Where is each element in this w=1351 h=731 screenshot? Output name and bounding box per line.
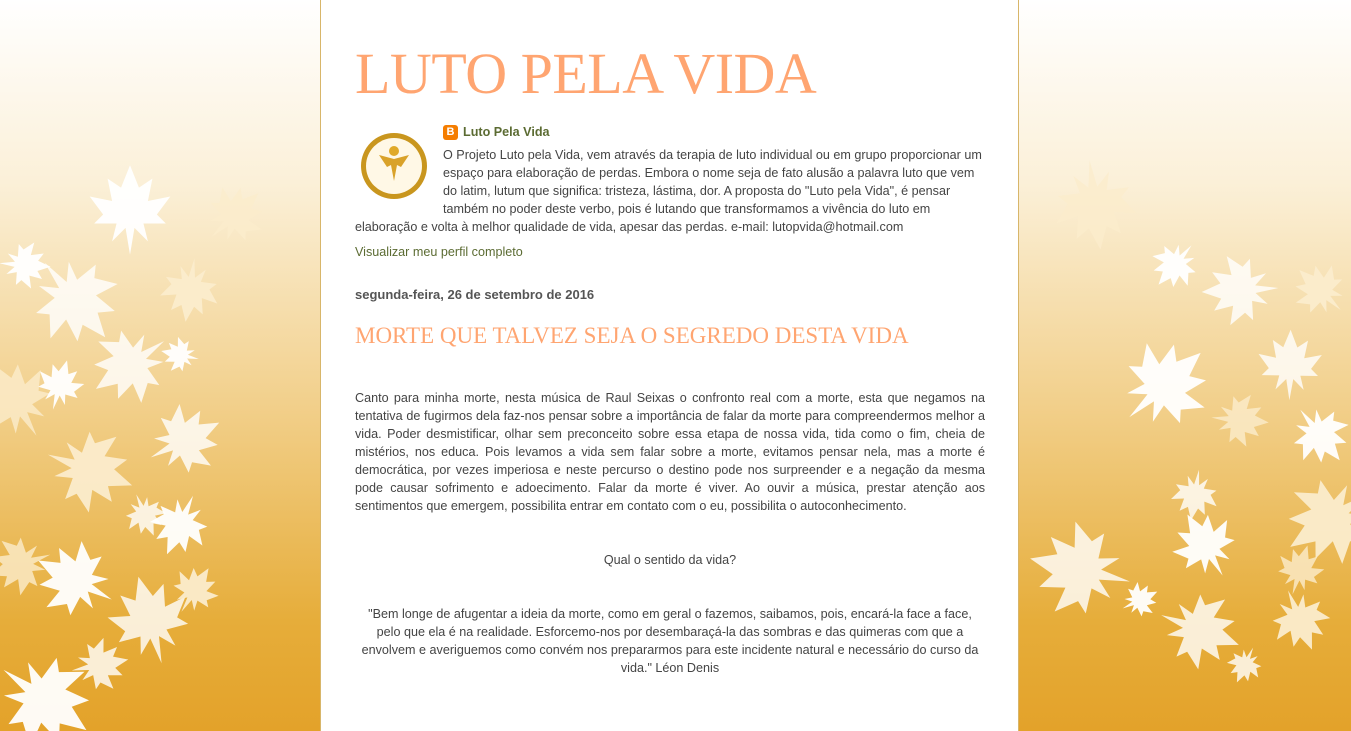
profile-description: O Projeto Luto pela Vida, vem através da terapia de luto individual ou em grupo proporcionar um espaço para elaboração de perdas. Embora o nome seja de fato alusão a palavra luto que vem do latim, lutum que significa: tristeza, lástima, dor. A proposta do "Luto pela Vida", é pensar também no poder deste verbo, pois é lutando que transformamos a vivência do luto em elaboração e volta à melhor qualidade de vida, apesar das perdas. e-mail: lutopvida@hotmail.com: [355, 148, 982, 234]
leaf-icon: [31, 354, 89, 416]
view-profile-link[interactable]: Visualizar meu perfil completo: [355, 245, 523, 259]
profile-widget: [355, 123, 985, 261]
leaf-icon: [1115, 576, 1165, 624]
leaf-icon: [135, 392, 235, 488]
leaf-icon: [157, 254, 223, 325]
leaf-icon: [1209, 392, 1271, 449]
post-body: [355, 389, 985, 677]
leaf-icon: [1141, 231, 1209, 300]
leaf-icon: [1258, 329, 1323, 400]
leaf-icon: [1200, 253, 1280, 326]
post-date: segunda-feira, 26 de setembro de 2016: [355, 287, 595, 302]
leaf-icon: [1020, 514, 1141, 627]
leaf-icon: [34, 417, 146, 523]
profile-name-link[interactable]: [443, 123, 985, 141]
leaf-icon: [192, 172, 278, 258]
leaf-icon: [1100, 321, 1229, 449]
leaf-icon: [1281, 251, 1351, 328]
leaf-icon: [1168, 466, 1222, 524]
profile-name[interactable]: Luto Pela Vida: [463, 125, 550, 139]
leaf-icon: [90, 165, 171, 255]
post-question: Qual o sentido da vida?: [603, 553, 737, 567]
leaf-icon: [1160, 499, 1250, 592]
post-title[interactable]: MORTE QUE TALVEZ SEJA O SEGREDO DESTA VIDA: [355, 323, 909, 348]
leaf-icon: [1278, 392, 1351, 478]
leaf-icon: [67, 634, 133, 696]
profile-avatar[interactable]: [359, 131, 429, 201]
leaf-icon: [1221, 640, 1269, 689]
post-paragraph: Canto para minha morte, nesta música de Raul Seixas o confronto real com a morte, esta que negamos na tentativa de fugirmos dela faz-nos pensar sobre a importância de falar da morte para compreendermos melhor a vida. Poder desmistificar, olhar sem preconceito sobre essa etapa de nossa vida, tida como o fim, cheia de mistérios, nos educa. Pois levamos a vida sem falar sobre a morte, evitamos pensar nela, mas a morte é democrática, por vezes imperiosa e neste percurso o destino pode nos surpreender e a negação da mesma pode causar sofrimento e adoecimento. Falar da morte é viver. Ao ouvir a música, prestar atenção aos sentimentos que emergem, possibilita entrar em contato com o eu, possibilita o autoconhecimento.: [355, 391, 985, 513]
leaf-icon: [1050, 156, 1141, 255]
blog-title[interactable]: LUTO PELA VIDA: [355, 41, 817, 106]
leaf-icon: [158, 334, 203, 376]
blogger-icon: B: [443, 125, 458, 140]
leaf-icon: [0, 345, 69, 455]
post-quote: "Bem longe de afugentar a ideia da morte, como em geral o fazemos, saibamos, pois, encará-la face a face, pelo que ela é na realidade. Esforcemo-nos por desembaraçá-la das sombras e das quimeras com que a envolvem e averiguemos como convém nos prepararmos para este incidente natural e necessário do curso da vida." Léon Denis: [361, 607, 979, 675]
main-column: [320, 0, 1019, 731]
leaf-icon: [0, 240, 52, 290]
leaf-icon: [1261, 580, 1338, 661]
leaf-icon: [21, 527, 130, 632]
